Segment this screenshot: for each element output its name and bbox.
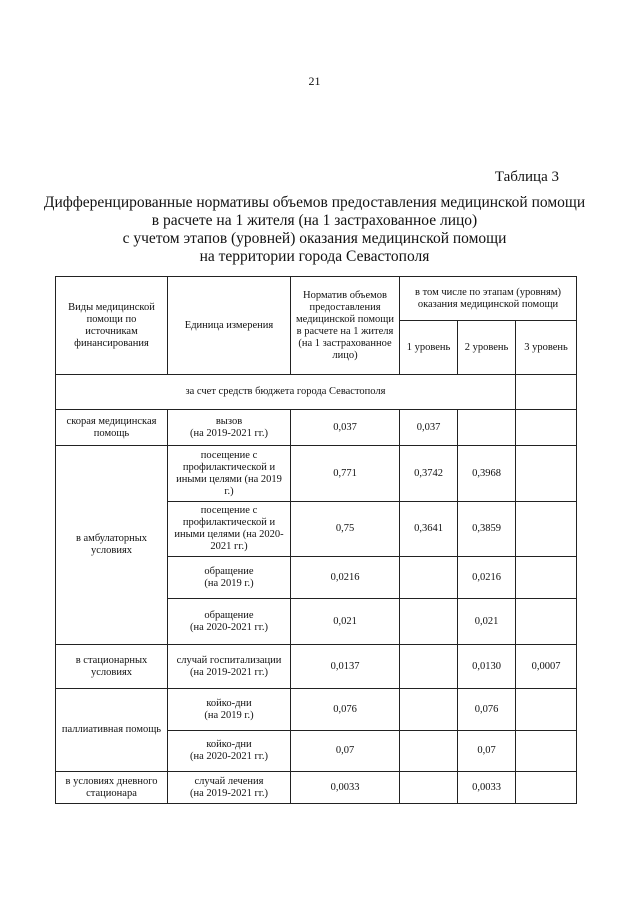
level1-cell [400, 689, 458, 731]
table-row [56, 689, 577, 731]
level1-cell [400, 599, 458, 645]
title-line: в расчете на 1 жителя (на 1 застрахованное лицо) [151, 212, 478, 229]
header-levels-group: в том числе по этапам (уровням) оказания медицинской помощи [400, 277, 577, 321]
unit-cell: койко-дни (на 2019 г.) [168, 689, 291, 731]
page-number: 21 [308, 74, 321, 88]
table-row [56, 645, 577, 689]
level2-cell: 0,07 [458, 731, 516, 772]
level3-cell: 0,0007 [516, 645, 577, 689]
norm-cell: 0,076 [291, 689, 400, 731]
unit-cell: случай госпитализации (на 2019-2021 гг.) [168, 645, 291, 689]
unit-cell: койко-дни (на 2020-2021 гг.) [168, 731, 291, 772]
header-level-1: 1 уровень [400, 321, 458, 375]
level1-cell [400, 772, 458, 804]
level3-cell [516, 502, 577, 557]
level1-cell [400, 645, 458, 689]
level1-cell: 0,3742 [400, 446, 458, 502]
level1-cell: 0,3641 [400, 502, 458, 557]
type-cell: в условиях дневного стационара [56, 772, 168, 804]
title-line: Дифференцированные нормативы объемов предоставления медицинской помощи [43, 194, 586, 211]
table-row [56, 446, 577, 502]
level1-cell [400, 731, 458, 772]
table-cell [516, 375, 577, 410]
table-row [56, 410, 577, 446]
unit-cell: вызов (на 2019-2021 гг.) [168, 410, 291, 446]
type-cell: паллиативная помощь [56, 689, 168, 772]
norm-cell: 0,07 [291, 731, 400, 772]
unit-cell: случай лечения (на 2019-2021 гг.) [168, 772, 291, 804]
table-label: Таблица 3 [494, 169, 559, 185]
type-cell: в амбулаторных условиях [56, 446, 168, 645]
level2-cell: 0,0216 [458, 557, 516, 599]
level3-cell [516, 599, 577, 645]
unit-cell: посещение с профилактической и иными целями (на 2019 г.) [168, 446, 291, 502]
type-cell: скорая медицинская помощь [56, 410, 168, 446]
level3-cell [516, 446, 577, 502]
level2-cell: 0,0130 [458, 645, 516, 689]
table-row [56, 375, 577, 410]
unit-cell: посещение с профилактической и иными целями (на 2020-2021 гг.) [168, 502, 291, 557]
title-line: на территории города Севастополя [199, 248, 430, 265]
norms-table [55, 276, 577, 804]
level2-cell: 0,021 [458, 599, 516, 645]
header-unit: Единица измерения [168, 277, 291, 375]
level2-cell: 0,3859 [458, 502, 516, 557]
level2-cell [458, 410, 516, 446]
norm-cell: 0,75 [291, 502, 400, 557]
section-title: за счет средств бюджета города Севастополя [56, 375, 516, 410]
unit-cell: обращение (на 2019 г.) [168, 557, 291, 599]
document-title [40, 194, 589, 266]
level3-cell [516, 557, 577, 599]
level3-cell [516, 731, 577, 772]
level1-cell [400, 557, 458, 599]
norm-cell: 0,021 [291, 599, 400, 645]
level3-cell [516, 689, 577, 731]
level2-cell: 0,3968 [458, 446, 516, 502]
table-row [56, 772, 577, 804]
level1-cell: 0,037 [400, 410, 458, 446]
level3-cell [516, 772, 577, 804]
level2-cell: 0,076 [458, 689, 516, 731]
level3-cell [516, 410, 577, 446]
norm-cell: 0,037 [291, 410, 400, 446]
header-norm: Норматив объемов предоставления медицинской помощи в расчете на 1 жителя (на 1 застрахованное лицо) [291, 277, 400, 375]
type-cell: в стационарных условиях [56, 645, 168, 689]
norm-cell: 0,771 [291, 446, 400, 502]
header-level-3: 3 уровень [516, 321, 577, 375]
norm-cell: 0,0137 [291, 645, 400, 689]
title-line: с учетом этапов (уровней) оказания медицинской помощи [122, 230, 507, 247]
level2-cell: 0,0033 [458, 772, 516, 804]
unit-cell: обращение (на 2020-2021 гг.) [168, 599, 291, 645]
norm-cell: 0,0033 [291, 772, 400, 804]
norm-cell: 0,0216 [291, 557, 400, 599]
header-types: Виды медицинской помощи по источникам финансирования [56, 277, 168, 375]
header-level-2: 2 уровень [458, 321, 516, 375]
